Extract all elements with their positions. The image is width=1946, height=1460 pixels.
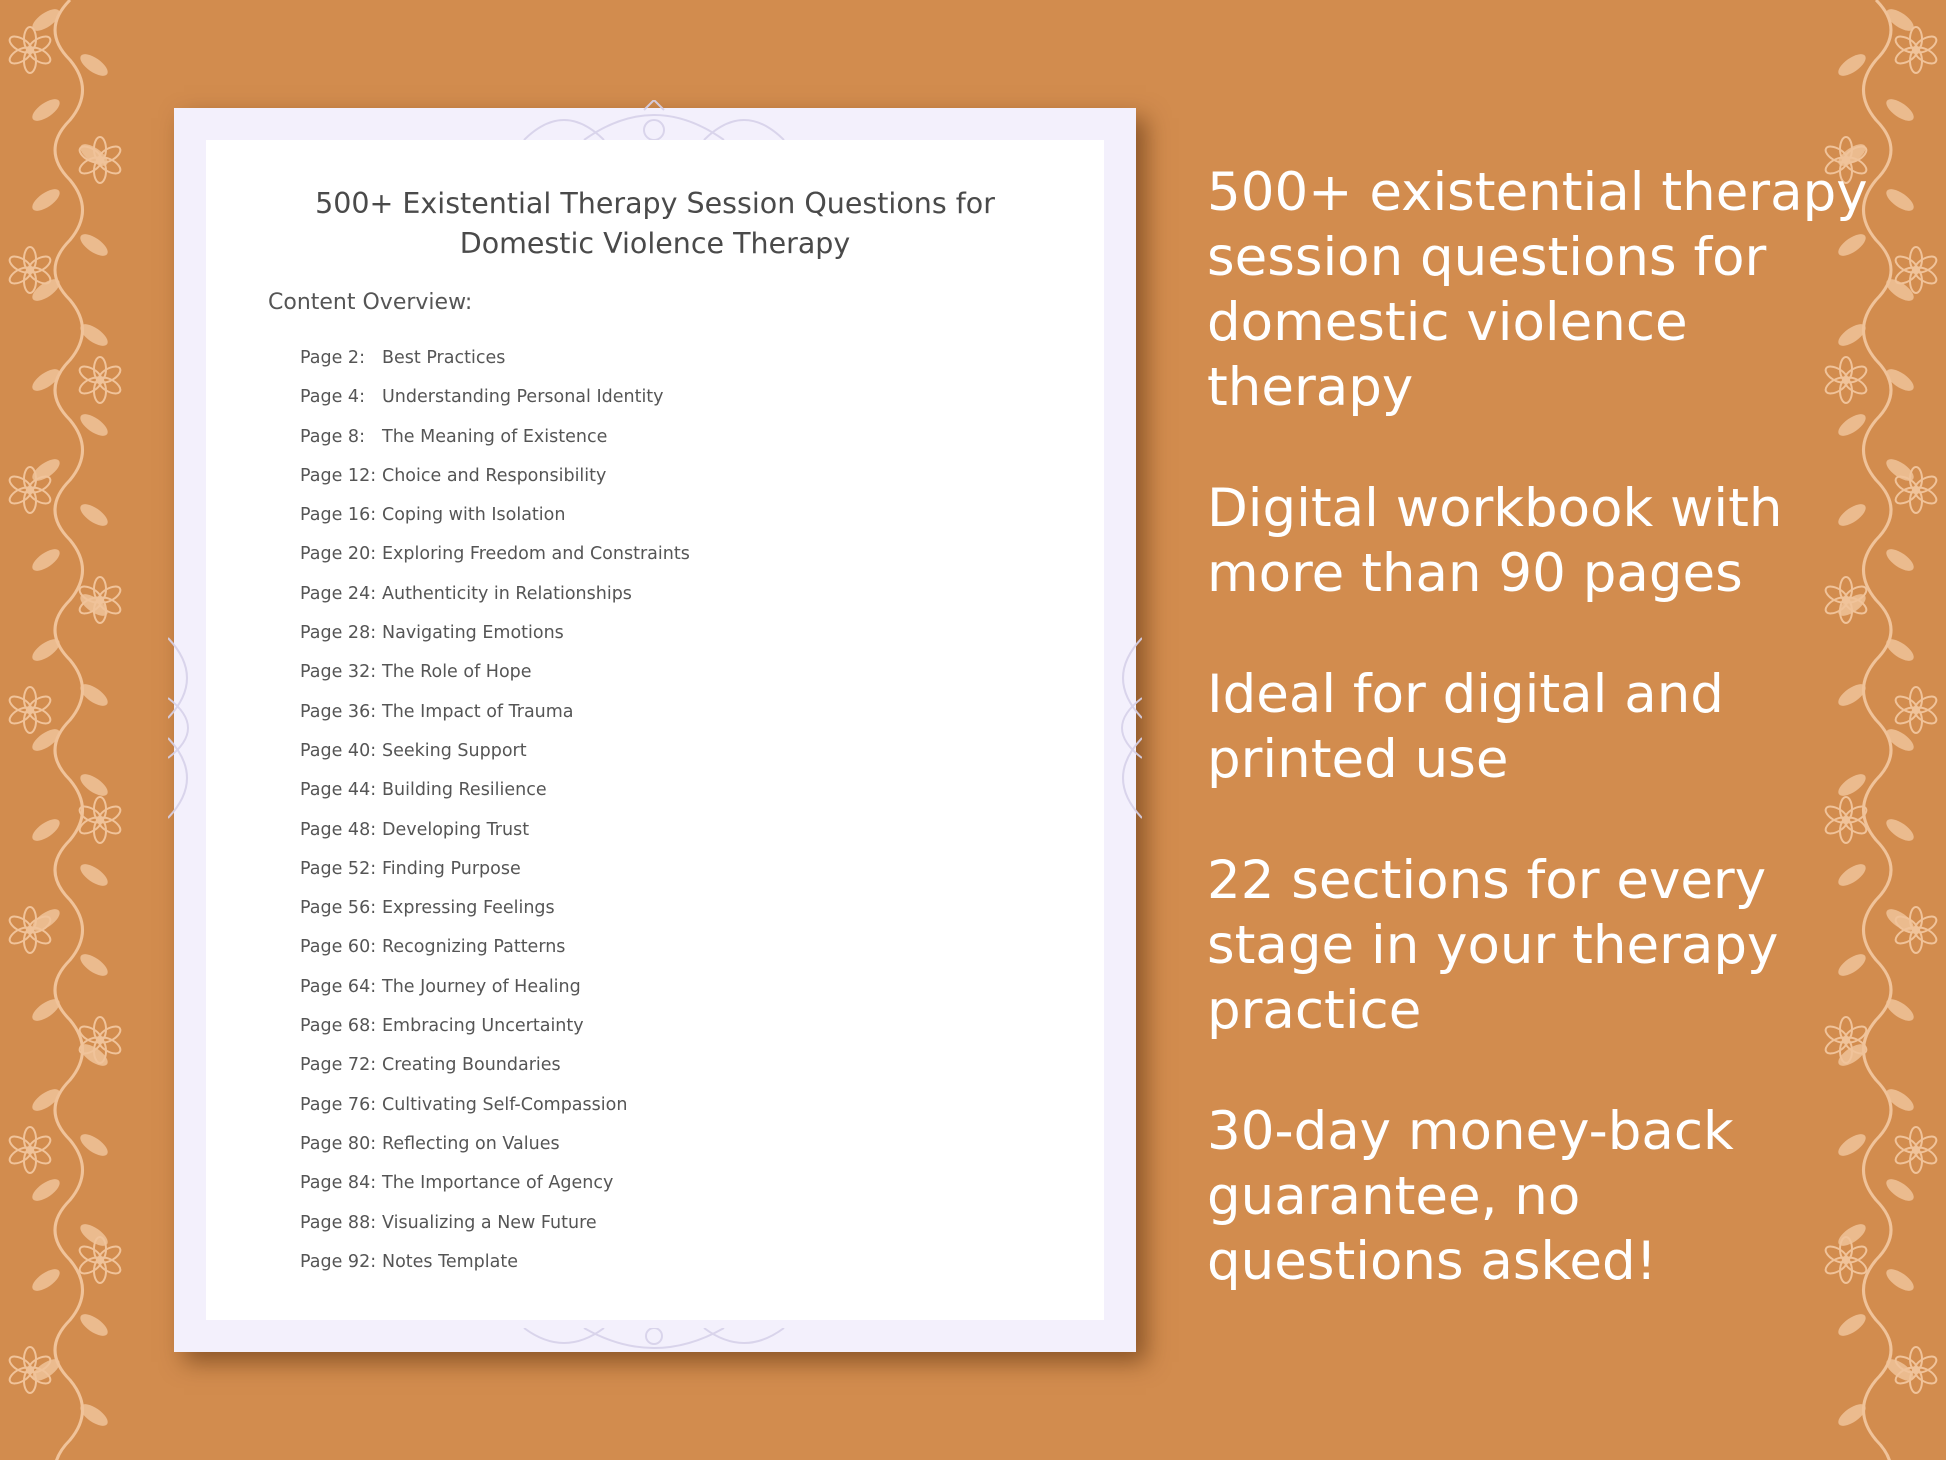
mandala-top-icon	[504, 100, 804, 140]
toc-section-title: Expressing Feelings	[382, 898, 555, 919]
feature-text-line: practice	[1207, 980, 1422, 1041]
toc-item	[300, 1012, 690, 1051]
toc-item	[300, 894, 690, 933]
toc-item	[300, 698, 690, 737]
toc-section-title: Embracing Uncertainty	[382, 1016, 584, 1037]
toc-page-number: Page 88:	[300, 1212, 377, 1233]
feature-text-line: stage in your therapy	[1207, 915, 1779, 976]
toc-section-title: Exploring Freedom and Constraints	[382, 544, 690, 565]
feature-text-line: therapy	[1207, 357, 1414, 418]
toc-item	[300, 423, 690, 462]
toc-page-number: Page 72:	[300, 1055, 377, 1076]
content-overview-heading: Content Overview:	[268, 290, 473, 315]
toc-section-title: Seeking Support	[382, 740, 527, 761]
toc-item	[300, 462, 690, 501]
toc-section-title: The Meaning of Existence	[382, 426, 608, 447]
feature-item	[1207, 160, 1907, 420]
toc-page-number: Page 36:	[300, 701, 377, 722]
toc-page-number: Page 56:	[300, 898, 377, 919]
toc-section-title: Building Resilience	[382, 780, 547, 801]
toc-section-title: Authenticity in Relationships	[382, 583, 632, 604]
feature-text-line: printed use	[1207, 729, 1509, 790]
toc-item	[300, 344, 690, 383]
toc-section-title: The Role of Hope	[382, 662, 532, 683]
toc-item	[300, 933, 690, 972]
document-title-line-1: 500+ Existential Therapy Session Questions for	[315, 187, 995, 220]
toc-page-number: Page 2:	[300, 348, 365, 368]
feature-text-line: 22 sections for every	[1207, 850, 1767, 911]
feature-item	[1207, 662, 1907, 792]
toc-page-number: Page 48:	[300, 819, 377, 840]
toc-page-number: Page 60:	[300, 937, 377, 958]
toc-item	[300, 1248, 690, 1287]
toc-item	[300, 816, 690, 855]
toc-page-number: Page 68:	[300, 1016, 377, 1037]
toc-page-number: Page 64:	[300, 976, 377, 997]
workbook-page-preview	[174, 108, 1136, 1352]
page-content	[206, 140, 1104, 1320]
toc-item	[300, 737, 690, 776]
mandala-bottom-icon	[504, 1328, 804, 1358]
toc-page-number: Page 20:	[300, 544, 377, 565]
toc-section-title: The Impact of Trauma	[382, 701, 574, 722]
toc-section-title: The Journey of Healing	[382, 976, 581, 997]
table-of-contents	[300, 344, 690, 1287]
document-title-line-2: Domestic Violence Therapy	[459, 227, 851, 260]
toc-item	[300, 383, 690, 422]
floral-vine-left-icon	[0, 0, 130, 1460]
toc-page-number: Page 80:	[300, 1133, 377, 1154]
feature-text-line: 30-day money-back	[1207, 1101, 1734, 1162]
toc-section-title: Notes Template	[382, 1251, 518, 1272]
feature-text-line: 500+ existential therapy	[1207, 162, 1868, 223]
toc-page-number: Page 40:	[300, 740, 377, 761]
toc-page-number: Page 92:	[300, 1251, 377, 1272]
feature-text-line: Ideal for digital and	[1207, 664, 1724, 725]
toc-page-number: Page 84:	[300, 1173, 377, 1194]
toc-section-title: Recognizing Patterns	[382, 937, 566, 958]
toc-page-number: Page 8:	[300, 426, 365, 447]
mandala-right-icon	[1104, 618, 1142, 838]
feature-list	[1207, 160, 1907, 1350]
toc-section-title: Coping with Isolation	[382, 505, 566, 526]
toc-item	[300, 1209, 690, 1248]
toc-item	[300, 1169, 690, 1208]
toc-item	[300, 855, 690, 894]
toc-page-number: Page 28:	[300, 623, 377, 644]
toc-section-title: Reflecting on Values	[382, 1133, 560, 1154]
toc-page-number: Page 32:	[300, 662, 377, 683]
toc-page-number: Page 4:	[300, 387, 365, 408]
toc-page-number: Page 16:	[300, 505, 377, 526]
feature-text-line: questions asked!	[1207, 1231, 1657, 1292]
toc-section-title: Developing Trust	[382, 819, 530, 840]
toc-item	[300, 580, 690, 619]
toc-item	[300, 1051, 690, 1090]
toc-item	[300, 776, 690, 815]
toc-item	[300, 1091, 690, 1130]
toc-page-number: Page 24:	[300, 583, 377, 604]
feature-text-line: guarantee, no	[1207, 1166, 1581, 1227]
toc-section-title: Navigating Emotions	[382, 623, 564, 644]
feature-text-line: domestic violence	[1207, 292, 1688, 353]
document-title	[246, 184, 1064, 264]
toc-item	[300, 619, 690, 658]
toc-section-title: Visualizing a New Future	[382, 1212, 597, 1233]
toc-page-number: Page 52:	[300, 858, 377, 879]
toc-page-number: Page 44:	[300, 780, 377, 801]
toc-section-title: Cultivating Self-Compassion	[382, 1094, 628, 1115]
toc-section-title: The Importance of Agency	[382, 1173, 614, 1194]
toc-item	[300, 658, 690, 697]
toc-section-title: Choice and Responsibility	[382, 465, 607, 486]
toc-section-title: Best Practices	[382, 348, 506, 368]
feature-item	[1207, 848, 1907, 1043]
toc-section-title: Creating Boundaries	[382, 1055, 561, 1076]
toc-item	[300, 973, 690, 1012]
toc-item	[300, 1130, 690, 1169]
feature-text-line: more than 90 pages	[1207, 543, 1743, 604]
feature-item	[1207, 476, 1907, 606]
feature-text-line: session questions for	[1207, 227, 1767, 288]
toc-page-number: Page 76:	[300, 1094, 377, 1115]
toc-item	[300, 540, 690, 579]
feature-text-line: Digital workbook with	[1207, 478, 1783, 539]
toc-item	[300, 501, 690, 540]
feature-item	[1207, 1099, 1907, 1294]
mandala-left-icon	[168, 618, 206, 838]
toc-page-number: Page 12:	[300, 465, 377, 486]
toc-section-title: Understanding Personal Identity	[382, 387, 664, 408]
toc-section-title: Finding Purpose	[382, 858, 521, 879]
